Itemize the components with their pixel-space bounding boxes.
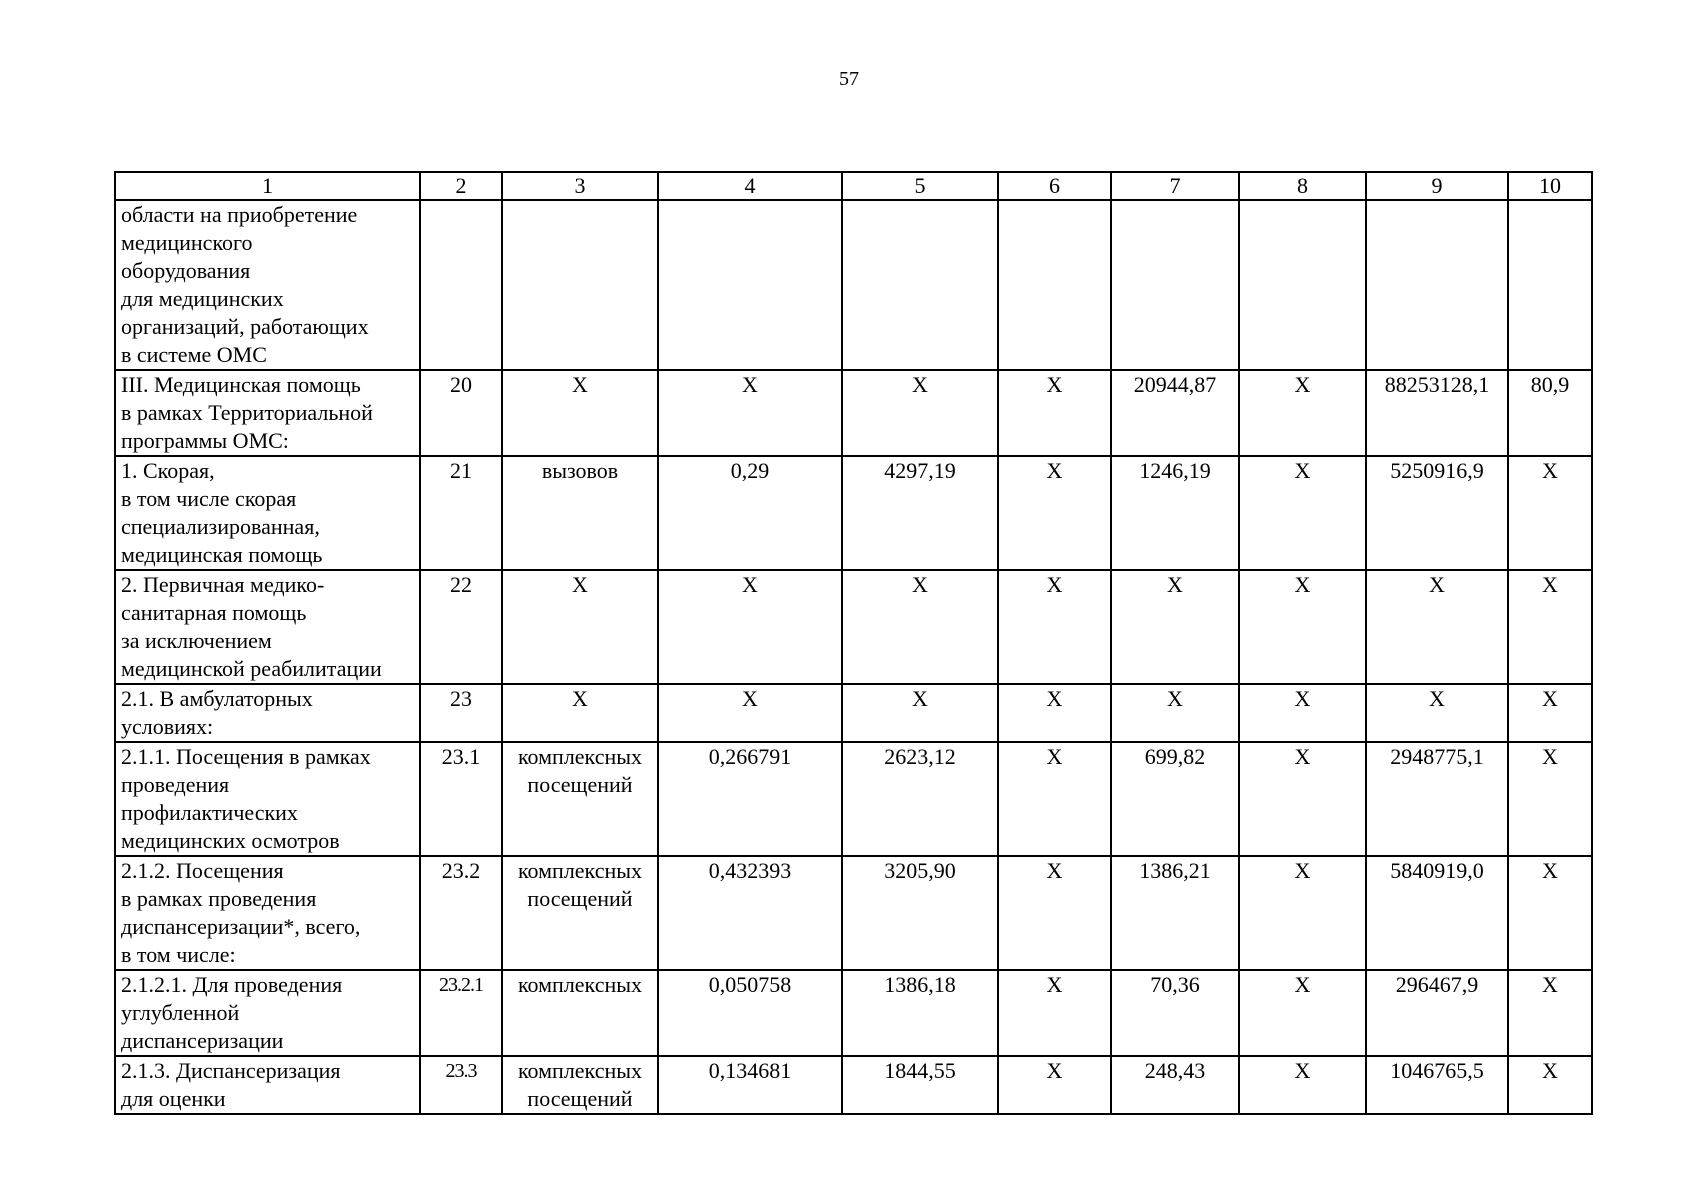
table-cell: Х — [842, 370, 998, 456]
row-label: 2. Первичная медико- санитарная помощь за исключением медицинской реабилитации — [115, 570, 420, 684]
table-cell: 23.2.1 — [420, 970, 502, 1056]
table-cell: комплексных посещений — [502, 1056, 658, 1114]
table-cell: Х — [1111, 570, 1239, 684]
table-cell: Х — [1508, 1056, 1592, 1114]
table-cell: Х — [998, 970, 1111, 1056]
table-cell: 248,43 — [1111, 1056, 1239, 1114]
table-header-row — [115, 172, 1592, 200]
table-cell: 23.2 — [420, 856, 502, 970]
table-cell: 2948775,1 — [1366, 742, 1508, 856]
table-cell: 0,050758 — [658, 970, 842, 1056]
table-cell: 88253128,1 — [1366, 370, 1508, 456]
row-label: 2.1. В амбулаторных условиях: — [115, 684, 420, 742]
row-label: 2.1.2.1. Для проведения углубленной диспансеризации — [115, 970, 420, 1056]
table-cell: Х — [658, 370, 842, 456]
row-label: 1. Скорая, в том числе скорая специализированная, медицинская помощь — [115, 456, 420, 570]
table-row — [115, 742, 1592, 856]
table-cell: 5250916,9 — [1366, 456, 1508, 570]
table-cell: вызовов — [502, 456, 658, 570]
table-cell: 20944,87 — [1111, 370, 1239, 456]
table-cell: 23.1 — [420, 742, 502, 856]
column-header: 6 — [998, 172, 1111, 200]
table-cell: Х — [1239, 570, 1366, 684]
column-header: 9 — [1366, 172, 1508, 200]
row-label: 2.1.2. Посещения в рамках проведения диспансеризации*, всего, в том числе: — [115, 856, 420, 970]
column-header: 1 — [115, 172, 420, 200]
table-cell: Х — [502, 684, 658, 742]
table-cell: комплексных — [502, 970, 658, 1056]
row-label: 2.1.3. Диспансеризация для оценки — [115, 1056, 420, 1114]
column-header: 3 — [502, 172, 658, 200]
table-cell: Х — [998, 570, 1111, 684]
table-cell: Х — [1366, 684, 1508, 742]
table-cell — [1239, 200, 1366, 370]
data-table — [114, 171, 1593, 1115]
page-number: 57 — [839, 68, 859, 90]
row-label: 2.1.1. Посещения в рамках проведения профилактических медицинских осмотров — [115, 742, 420, 856]
table-cell: Х — [1366, 570, 1508, 684]
table-cell: 2623,12 — [842, 742, 998, 856]
column-header: 4 — [658, 172, 842, 200]
table-cell: Х — [998, 456, 1111, 570]
table-cell: 21 — [420, 456, 502, 570]
column-header: 7 — [1111, 172, 1239, 200]
table-cell: Х — [842, 570, 998, 684]
table-cell: Х — [998, 1056, 1111, 1114]
table-cell: Х — [1508, 742, 1592, 856]
table-row — [115, 200, 1592, 370]
table-cell: Х — [1508, 970, 1592, 1056]
table-row — [115, 856, 1592, 970]
table-cell — [842, 200, 998, 370]
table-cell — [1366, 200, 1508, 370]
table-row — [115, 1056, 1592, 1114]
table-cell: 23 — [420, 684, 502, 742]
table-cell: Х — [1239, 1056, 1366, 1114]
table-cell: 1386,21 — [1111, 856, 1239, 970]
table-cell: Х — [658, 684, 842, 742]
table-cell: 20 — [420, 370, 502, 456]
table-cell: Х — [1239, 456, 1366, 570]
table-cell: 22 — [420, 570, 502, 684]
table-cell: 0,266791 — [658, 742, 842, 856]
table-cell: Х — [1239, 856, 1366, 970]
table-cell: 1386,18 — [842, 970, 998, 1056]
table-cell: Х — [998, 856, 1111, 970]
table-cell: Х — [998, 684, 1111, 742]
table-cell: Х — [658, 570, 842, 684]
table-cell: Х — [1239, 370, 1366, 456]
table-cell: 0,432393 — [658, 856, 842, 970]
table-cell — [658, 200, 842, 370]
table-cell — [998, 200, 1111, 370]
table-cell: 5840919,0 — [1366, 856, 1508, 970]
table-cell — [420, 200, 502, 370]
table-cell — [1508, 200, 1592, 370]
table-cell: 0,29 — [658, 456, 842, 570]
table-cell: Х — [1508, 456, 1592, 570]
table-row — [115, 684, 1592, 742]
table-cell: Х — [502, 370, 658, 456]
table-cell: комплексных посещений — [502, 742, 658, 856]
table-cell: Х — [1239, 742, 1366, 856]
table-cell: 23.3 — [420, 1056, 502, 1114]
table-cell: Х — [998, 370, 1111, 456]
table-cell: Х — [1508, 570, 1592, 684]
table-row — [115, 370, 1592, 456]
column-header: 10 — [1508, 172, 1592, 200]
table-cell: Х — [998, 742, 1111, 856]
table-cell: Х — [502, 570, 658, 684]
table-cell: 1046765,5 — [1366, 1056, 1508, 1114]
table-row — [115, 570, 1592, 684]
table-cell: Х — [1239, 970, 1366, 1056]
table-cell: Х — [1239, 684, 1366, 742]
table-cell — [502, 200, 658, 370]
column-header: 5 — [842, 172, 998, 200]
table-cell: Х — [1508, 684, 1592, 742]
table-cell: комплексных посещений — [502, 856, 658, 970]
table-cell: 1246,19 — [1111, 456, 1239, 570]
table-cell: 70,36 — [1111, 970, 1239, 1056]
table-cell: 699,82 — [1111, 742, 1239, 856]
column-header: 2 — [420, 172, 502, 200]
table-cell: 296467,9 — [1366, 970, 1508, 1056]
table-cell: 1844,55 — [842, 1056, 998, 1114]
table-cell — [1111, 200, 1239, 370]
table-row — [115, 970, 1592, 1056]
table-row — [115, 456, 1592, 570]
table-cell: Х — [1111, 684, 1239, 742]
table-cell: 80,9 — [1508, 370, 1592, 456]
row-label: области на приобретение медицинского оборудования для медицинских организаций, работающих в системе ОМС — [115, 200, 420, 370]
column-header: 8 — [1239, 172, 1366, 200]
table-cell: 0,134681 — [658, 1056, 842, 1114]
table-cell: Х — [1508, 856, 1592, 970]
table-cell: 3205,90 — [842, 856, 998, 970]
row-label: III. Медицинская помощь в рамках Территориальной программы ОМС: — [115, 370, 420, 456]
table-cell: 4297,19 — [842, 456, 998, 570]
table-cell: Х — [842, 684, 998, 742]
